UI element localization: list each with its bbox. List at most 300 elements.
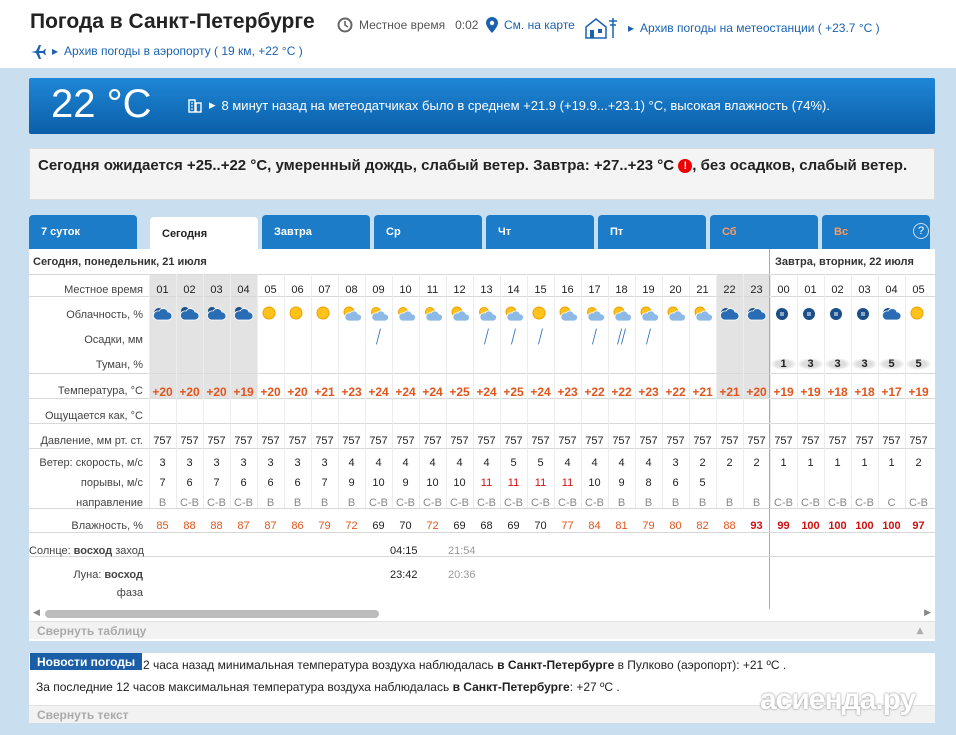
pressure-cell: 757 (342, 435, 361, 447)
day-tabs (29, 215, 935, 249)
humidity-cell: 99 (777, 520, 790, 532)
weather-sun-cloud-icon (635, 304, 662, 324)
label-humidity: Влажность, % (71, 520, 143, 532)
temperature-cell: +20 (746, 385, 767, 399)
tab-5[interactable]: Пт (598, 215, 706, 249)
direction-cell: С-В (450, 497, 469, 509)
fog-cell: 1 (770, 358, 797, 370)
hour-cell: 23 (750, 284, 763, 296)
tab-4[interactable]: Чт (486, 215, 594, 249)
hour-cell: 00 (777, 284, 790, 296)
humidity-cell: 68 (480, 520, 493, 532)
weather-sun-icon (284, 304, 311, 324)
humidity-cell: 79 (642, 520, 655, 532)
humidity-cell: 84 (588, 520, 601, 532)
direction-cell: С-В (828, 497, 847, 509)
humidity-cell: 81 (615, 520, 628, 532)
row-divider (29, 556, 935, 557)
humidity-cell: 79 (318, 520, 331, 532)
weather-sun-cloud-icon (338, 304, 365, 324)
scroll-right-icon[interactable]: ▶ (924, 607, 931, 617)
pressure-cell: 757 (801, 435, 820, 447)
wind-speed-cell: 1 (888, 457, 895, 469)
wind-speed-cell: 3 (213, 457, 220, 469)
temperature-cell: +19 (908, 385, 929, 399)
humidity-cell: 69 (453, 520, 466, 532)
temperature-cell: +24 (395, 385, 416, 399)
temperature-cell: +17 (881, 385, 902, 399)
rain-drop-icon: ╱╱ (617, 329, 626, 344)
gust-cell: 8 (645, 477, 652, 489)
wind-speed-cell: 4 (375, 457, 382, 469)
humidity-cell: 87 (237, 520, 250, 532)
temperature-cell: +20 (206, 385, 227, 399)
label-pressure: Давление, мм рт. ст. (40, 435, 143, 447)
weather-partly-cloudy-icon (230, 304, 257, 324)
humidity-cell: 82 (696, 520, 709, 532)
gust-cell: 7 (213, 477, 220, 489)
gust-cell: 11 (561, 477, 574, 489)
wind-speed-cell: 4 (483, 457, 490, 469)
local-time (337, 17, 478, 33)
direction-cell: В (644, 497, 653, 509)
hour-cell: 03 (858, 284, 871, 296)
map-link[interactable] (486, 17, 575, 33)
direction-cell: В (266, 497, 275, 509)
gust-cell: 10 (372, 477, 385, 489)
collapse-up-icon: ▴ (916, 623, 923, 637)
gust-cell: 6 (672, 477, 679, 489)
wind-speed-cell: 4 (402, 457, 409, 469)
label-precipitation: Осадки, мм (84, 334, 143, 346)
hour-cell: 22 (723, 284, 736, 296)
hour-cell: 02 (831, 284, 844, 296)
hour-cell: 01 (156, 284, 169, 296)
help-icon[interactable]: ? (913, 223, 929, 239)
direction-cell: С-В (855, 497, 874, 509)
wind-speed-cell: 4 (456, 457, 463, 469)
gust-cell: 7 (321, 477, 328, 489)
airport-archive-text[interactable]: Архив погоды в аэропорту ( 19 км, +22 °C ) (64, 44, 303, 58)
row-divider (29, 448, 935, 449)
humidity-cell: 72 (426, 520, 439, 532)
weather-cloud-rain-icon (419, 304, 446, 324)
pressure-cell: 757 (882, 435, 901, 447)
hour-cell: 04 (237, 284, 250, 296)
watermark-logo: асиенда.ру (760, 683, 916, 716)
wind-speed-cell: 3 (672, 457, 679, 469)
humidity-cell: 100 (882, 520, 901, 532)
label-direction: направление (76, 497, 143, 509)
weather-sun-icon (311, 304, 338, 324)
scroll-left-icon[interactable]: ◀ (33, 607, 40, 617)
today-header: Сегодня, понедельник, 21 июля (33, 256, 207, 268)
pressure-cell: 757 (693, 435, 712, 447)
pressure-cell: 757 (585, 435, 604, 447)
hour-cell: 08 (345, 284, 358, 296)
weather-night-cloud-icon (743, 304, 770, 324)
tab-2[interactable]: Завтра (262, 215, 370, 249)
temperature-cell: +22 (611, 385, 632, 399)
wind-speed-cell: 3 (159, 457, 166, 469)
weather-moon-icon (851, 304, 878, 324)
rain-drop-icon: ╱ (538, 329, 543, 344)
news-badge[interactable]: Новости погоды (30, 653, 142, 670)
forecast-text-part1: Сегодня ожидается +25..+22 °C, умеренный дождь, слабый ветер. Завтра: +27..+23 °C (38, 157, 675, 174)
direction-cell: С-В (396, 497, 415, 509)
rain-drop-icon: ╱ (484, 329, 489, 344)
wind-speed-cell: 3 (267, 457, 274, 469)
hour-cell: 21 (696, 284, 709, 296)
pressure-cell: 757 (909, 435, 928, 447)
tab-0[interactable]: 7 суток (29, 215, 137, 249)
wind-speed-cell: 5 (537, 457, 544, 469)
weather-station-icon (584, 17, 622, 39)
humidity-cell: 100 (801, 520, 820, 532)
sunrise-time: 04:15 (390, 545, 418, 557)
wind-speed-cell: 2 (726, 457, 733, 469)
weather-sun-icon (257, 304, 284, 324)
temperature-cell: +24 (530, 385, 551, 399)
weather-partly-cloudy-icon (176, 304, 203, 324)
airplane-icon (30, 43, 46, 59)
direction-cell: С-В (423, 497, 442, 509)
gust-cell: 5 (699, 477, 706, 489)
humidity-cell: 72 (345, 520, 358, 532)
pressure-cell: 757 (639, 435, 658, 447)
gust-cell: 10 (588, 477, 601, 489)
weather-cloud-rain-icon (365, 304, 392, 324)
station-archive-link[interactable]: ▸ Архив погоды на метеостанции ( +23.7 °C ) (584, 17, 880, 39)
gust-cell: 11 (534, 477, 547, 489)
hour-cell: 07 (318, 284, 331, 296)
hour-cell: 11 (426, 284, 439, 296)
humidity-cell: 100 (828, 520, 847, 532)
humidity-cell: 70 (399, 520, 412, 532)
direction-cell: В (617, 497, 626, 509)
label-fog: Туман, % (95, 359, 143, 371)
pressure-cell: 757 (477, 435, 496, 447)
temperature-cell: +24 (422, 385, 443, 399)
humidity-cell: 69 (507, 520, 520, 532)
forecast-text-part2: , без осадков, слабый ветер. (692, 157, 908, 174)
pressure-cell: 757 (450, 435, 469, 447)
hour-cell: 12 (453, 284, 466, 296)
moonrise-time: 23:42 (390, 569, 418, 581)
pressure-cell: 757 (828, 435, 847, 447)
weather-sun-cloud-icon (446, 304, 473, 324)
pressure-cell: 757 (558, 435, 577, 447)
direction-cell: С-В (477, 497, 496, 509)
tab-3[interactable]: Ср (374, 215, 482, 249)
label-cloudiness: Облачность, % (66, 309, 143, 321)
map-link-text[interactable]: См. на карте (504, 18, 575, 32)
humidity-cell: 88 (723, 520, 736, 532)
tab-7[interactable]: Вс (822, 215, 930, 249)
pressure-cell: 757 (747, 435, 766, 447)
collapse-table-button[interactable] (29, 621, 935, 639)
humidity-cell: 100 (855, 520, 874, 532)
direction-cell: В (293, 497, 302, 509)
weather-cloud-rain-icon (392, 304, 419, 324)
temperature-cell: +20 (179, 385, 200, 399)
direction-cell: С-В (774, 497, 793, 509)
hour-cell: 04 (885, 284, 898, 296)
hour-cell: 17 (588, 284, 601, 296)
temperature-cell: +20 (287, 385, 308, 399)
pressure-cell: 757 (288, 435, 307, 447)
humidity-cell: 87 (264, 520, 277, 532)
direction-cell: В (158, 497, 167, 509)
gust-cell: 9 (348, 477, 355, 489)
wind-speed-cell: 1 (780, 457, 787, 469)
humidity-cell: 85 (156, 520, 169, 532)
page-title: Погода в Санкт-Петербурге (30, 10, 315, 33)
moonset-time: 20:36 (448, 569, 476, 581)
row-divider (29, 532, 935, 533)
pressure-cell: 757 (207, 435, 226, 447)
wind-speed-cell: 3 (294, 457, 301, 469)
humidity-cell: 88 (183, 520, 196, 532)
pressure-cell: 757 (396, 435, 415, 447)
fog-cell: 3 (797, 358, 824, 370)
sensor-note: ▸ 8 минут назад на метеодатчиках было в среднем +21.9 (+19.9...+23.1) °C, высокая влажность (74%). (187, 97, 830, 113)
row-divider (29, 423, 935, 424)
wind-speed-cell: 3 (321, 457, 328, 469)
gust-cell: 6 (186, 477, 193, 489)
hour-cell: 15 (534, 284, 547, 296)
temperature-cell: +18 (854, 385, 875, 399)
moon-phase-icon (434, 583, 450, 606)
wind-speed-cell: 4 (618, 457, 625, 469)
pressure-cell: 757 (612, 435, 631, 447)
humidity-cell: 97 (912, 520, 925, 532)
pressure-cell: 757 (423, 435, 442, 447)
label-feels_like: Ощущается как, °C (44, 410, 143, 422)
pressure-cell: 757 (720, 435, 739, 447)
collapse-table-label: Свернуть таблицу (37, 624, 147, 638)
weather-moon-icon (770, 304, 797, 324)
hour-cell: 01 (804, 284, 817, 296)
row-divider (29, 296, 935, 297)
rain-drop-icon: ╱ (646, 329, 651, 344)
direction-cell: С-В (558, 497, 577, 509)
rain-drop-icon: ╱ (376, 329, 381, 344)
fog-cell: 5 (878, 358, 905, 370)
clock-icon (337, 17, 353, 33)
weather-sun-cloud-icon (608, 304, 635, 324)
pressure-cell: 757 (234, 435, 253, 447)
direction-cell: С (887, 497, 896, 509)
label-gusts: порывы, м/с (80, 477, 143, 489)
wind-speed-cell: 4 (429, 457, 436, 469)
header-bar (0, 0, 956, 68)
humidity-cell: 86 (291, 520, 304, 532)
wind-speed-cell: 2 (699, 457, 706, 469)
weather-sun-cloud-icon (554, 304, 581, 324)
gust-cell: 11 (507, 477, 520, 489)
gust-cell: 9 (618, 477, 625, 489)
row-divider (29, 274, 935, 275)
tab-6[interactable]: Сб (710, 215, 818, 249)
direction-cell: С-В (180, 497, 199, 509)
direction-cell: С-В (234, 497, 253, 509)
pressure-cell: 757 (315, 435, 334, 447)
temperature-cell: +23 (638, 385, 659, 399)
horizontal-scrollbar[interactable] (35, 609, 929, 619)
label-phase: фаза (116, 587, 143, 599)
weather-table (29, 249, 935, 641)
fog-cell: 3 (851, 358, 878, 370)
temperature-cell: +19 (800, 385, 821, 399)
weather-night-cloud-icon (878, 304, 905, 324)
direction-cell: С-В (369, 497, 388, 509)
tomorrow-header: Завтра, вторник, 22 июля (775, 256, 914, 268)
hour-cell: 13 (480, 284, 493, 296)
hour-cell: 19 (642, 284, 655, 296)
wind-speed-cell: 1 (807, 457, 814, 469)
wind-speed-cell: 2 (753, 457, 760, 469)
pressure-cell: 757 (153, 435, 172, 447)
weather-moon-icon (797, 304, 824, 324)
temperature-cell: +23 (341, 385, 362, 399)
label-temperature: Температура, °C (57, 385, 143, 397)
wind-speed-cell: 4 (564, 457, 571, 469)
direction-cell: С-В (504, 497, 523, 509)
news-line-2: За последние 12 часов максимальная температура воздуха наблюдалась в Санкт-Петербурге: +27 ºC . (36, 680, 620, 694)
humidity-cell: 69 (372, 520, 385, 532)
gust-cell: 9 (402, 477, 409, 489)
weather-night-cloud-icon (149, 304, 176, 324)
hour-cell: 02 (183, 284, 196, 296)
temperature-cell: +24 (368, 385, 389, 399)
hour-cell: 03 (210, 284, 223, 296)
warning-icon[interactable]: ! (678, 159, 692, 173)
pressure-cell: 757 (180, 435, 199, 447)
pressure-cell: 757 (666, 435, 685, 447)
wind-speed-cell: 4 (645, 457, 652, 469)
direction-cell: В (752, 497, 761, 509)
wind-speed-cell: 5 (510, 457, 517, 469)
direction-cell: В (698, 497, 707, 509)
gust-cell: 10 (426, 477, 439, 489)
humidity-cell: 93 (750, 520, 763, 532)
humidity-cell: 70 (534, 520, 547, 532)
weather-sun-icon (527, 304, 554, 324)
hour-cell: 09 (372, 284, 385, 296)
hour-cell: 14 (507, 284, 520, 296)
temperature-cell: +22 (665, 385, 686, 399)
hour-cell: 16 (561, 284, 574, 296)
temperature-cell: +24 (476, 385, 497, 399)
local-time-value: 0:02 (455, 18, 479, 32)
tab-1[interactable]: Сегодня (150, 217, 258, 249)
temperature-cell: +25 (449, 385, 470, 399)
gust-cell: 6 (267, 477, 274, 489)
gust-cell: 11 (480, 477, 493, 489)
temperature-cell: +21 (314, 385, 335, 399)
temperature-cell: +19 (773, 385, 794, 399)
news-line-1: 2 часа назад минимальная температура воздуха наблюдалась в Санкт-Петербурге в Пулково (аэропорт): +21 ºC . (143, 658, 787, 672)
humidity-cell: 77 (561, 520, 574, 532)
wind-speed-cell: 2 (915, 457, 922, 469)
temperature-cell: +25 (503, 385, 524, 399)
direction-cell: В (347, 497, 356, 509)
temperature-cell: +21 (719, 385, 740, 399)
label-moon: Луна: восход (73, 569, 143, 581)
temperature-cell: +21 (692, 385, 713, 399)
hour-cell: 05 (264, 284, 277, 296)
pressure-cell: 757 (774, 435, 793, 447)
rain-drop-icon: ╱ (592, 329, 597, 344)
pressure-cell: 757 (855, 435, 874, 447)
airport-archive-link[interactable]: ▸ Архив погоды в аэропорту ( 19 км, +22 °C ) (30, 43, 303, 59)
fog-cell: 5 (905, 358, 932, 370)
label-sun: Солнце: восход заход (29, 545, 145, 557)
pressure-cell: 757 (369, 435, 388, 447)
hour-cell: 05 (912, 284, 925, 296)
temperature-cell: +18 (827, 385, 848, 399)
weather-cloud-rain-icon (581, 304, 608, 324)
forecast-summary (29, 148, 935, 200)
wind-speed-cell: 3 (186, 457, 193, 469)
gust-cell: 6 (240, 477, 247, 489)
collapse-text-button[interactable]: Свернуть текст (29, 705, 935, 723)
label-local_time: Местное время (64, 284, 143, 296)
wind-speed-cell: 4 (591, 457, 598, 469)
direction-cell: В (320, 497, 329, 509)
sensor-note-text: 8 минут назад на метеодатчиках было в среднем +21.9 (+19.9...+23.1) °C, высокая влажность (74%). (221, 97, 830, 113)
station-archive-text[interactable]: Архив погоды на метеостанции ( +23.7 °C ) (640, 21, 880, 35)
direction-cell: С-В (909, 497, 928, 509)
temperature-cell: +19 (233, 385, 254, 399)
weather-night-cloud-icon (716, 304, 743, 324)
temperature-cell: +22 (584, 385, 605, 399)
row-divider (29, 373, 935, 374)
gust-cell: 6 (294, 477, 301, 489)
label-wind_speed: Ветер: скорость, м/с (39, 457, 143, 469)
weather-sun-cloud-icon (500, 304, 527, 324)
temperature-cell: +20 (260, 385, 281, 399)
weather-partly-cloudy-icon (203, 304, 230, 324)
hour-cell: 10 (399, 284, 412, 296)
scrollbar-thumb[interactable] (45, 610, 379, 618)
hour-cell: 20 (669, 284, 682, 296)
pressure-cell: 757 (261, 435, 280, 447)
current-temperature: 22 °C (51, 82, 152, 126)
pressure-cell: 757 (531, 435, 550, 447)
map-pin-icon (486, 17, 498, 33)
building-icon (187, 97, 203, 113)
wind-speed-cell: 1 (834, 457, 841, 469)
current-weather-banner (29, 78, 935, 134)
weather-moon-icon (824, 304, 851, 324)
direction-cell: В (671, 497, 680, 509)
temperature-cell: +23 (557, 385, 578, 399)
fog-cell: 3 (824, 358, 851, 370)
weather-cloud-rain-icon (473, 304, 500, 324)
rain-drop-icon: ╱ (511, 329, 516, 344)
pressure-cell: 757 (504, 435, 523, 447)
direction-cell: С-В (531, 497, 550, 509)
weather-sun-cloud-icon (662, 304, 689, 324)
humidity-cell: 88 (210, 520, 223, 532)
temperature-cell: +20 (152, 385, 173, 399)
local-time-label: Местное время (359, 18, 446, 32)
weather-sun-icon (905, 304, 932, 324)
sunset-time: 21:54 (448, 545, 476, 557)
direction-cell: С-В (207, 497, 226, 509)
